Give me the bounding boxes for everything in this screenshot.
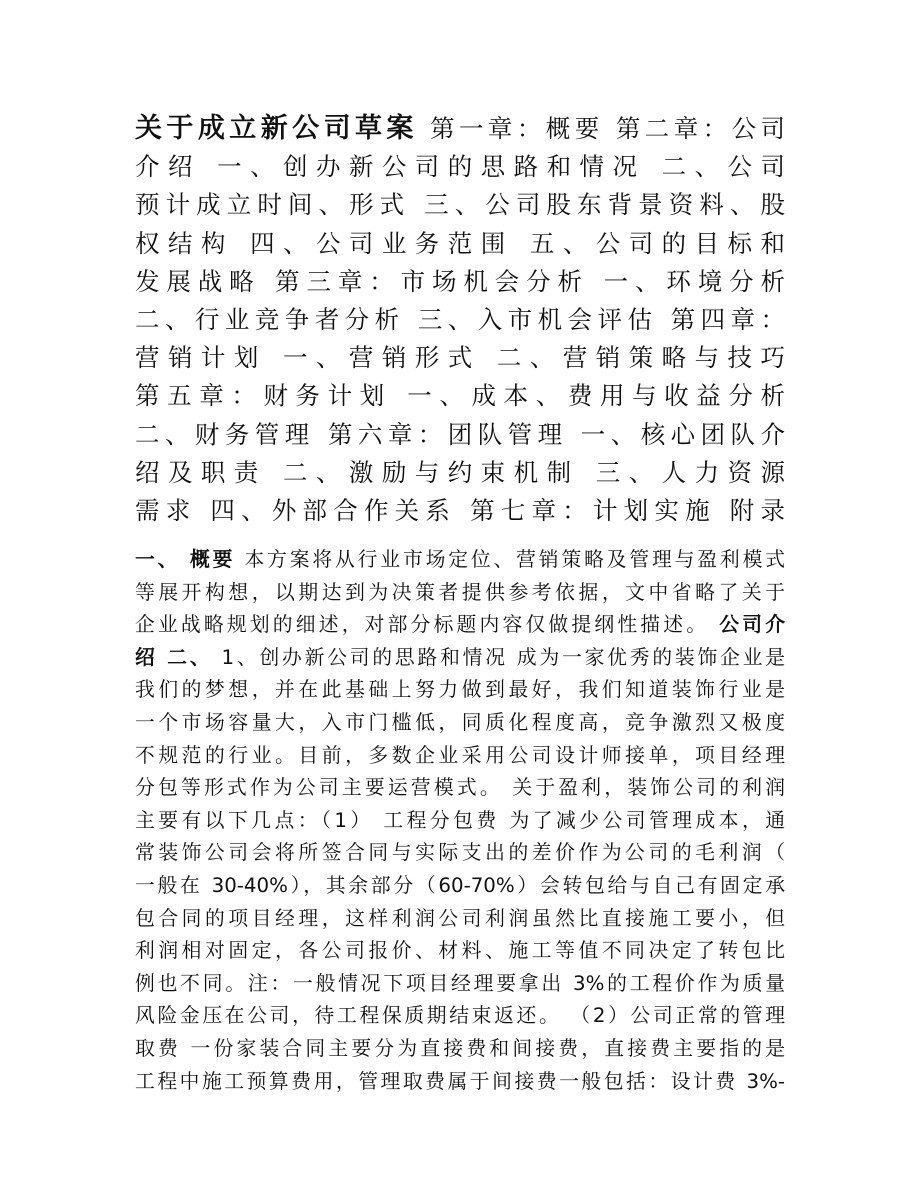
toc-line (135, 148, 785, 186)
body-text-run: 取费 一份家装合同主要分为直接费和间接费，直接费主要指的是 (135, 1036, 785, 1060)
toc-line (135, 263, 785, 301)
body-text-run: 一般在 30-40%），其余部分（60-70%）会转包给与自己有固定承 (135, 873, 785, 897)
toc-segment: 四、公司业务范围 (250, 228, 514, 258)
toc-segment: 需求 (135, 495, 197, 525)
body-line (135, 642, 785, 675)
body-text-run: 等展开构想，以期达到为决策者提供参考依据，文中省略了关于 (135, 580, 785, 604)
toc-line (135, 225, 785, 263)
toc-segment: 权结构 (135, 228, 234, 258)
body-line (135, 577, 785, 610)
toc-line (135, 454, 785, 492)
body-line (135, 1066, 785, 1099)
toc-line (135, 339, 785, 377)
body-text-run: 1、创办新公司的思路和情况 成为一家优秀的装饰企业是 (212, 645, 786, 669)
toc-segment: 二、公司 (661, 152, 785, 182)
toc-segment: 一、创办新公司的思路和情况 (217, 152, 646, 182)
toc-segment: 四、外部合作关系 第七章：计划实施 附录 (210, 495, 785, 525)
toc-segment: 一、核心团队介 (580, 419, 785, 449)
toc-segment: 介绍 (135, 152, 201, 182)
body-text-run: 例也不同。注：一般情况下项目经理要拿出 3%的工程价作为质量 (135, 971, 785, 995)
toc-line (135, 186, 785, 224)
body-line (135, 1000, 785, 1033)
toc-segment: 绍及职责 (135, 457, 267, 487)
section-heading: 公司介 (709, 613, 785, 637)
body-line (135, 707, 785, 740)
toc-line (135, 416, 785, 454)
toc-segment: 发展战略 第三章：市场机会分析 (135, 266, 589, 296)
body-text-run: 我们的梦想，并在此基础上努力做到最好，我们知道装饰行业是 (135, 678, 785, 702)
section-heading: 绍 二、 (135, 645, 213, 669)
body-line (135, 674, 785, 707)
body-line (135, 870, 785, 903)
toc-segment: 三、人力资源 (595, 457, 785, 487)
body-line (135, 740, 785, 773)
toc-segment: 二、财务管理 第六章：团队管理 (135, 419, 568, 449)
toc-segment: 二、激励与约束机制 (283, 457, 580, 487)
body-text-run: 风险金压在公司，待工程保质期结束返还。 （2）公司正常的管理 (135, 1004, 785, 1028)
section-heading: 一、 概要 (135, 548, 236, 571)
body-line (135, 544, 785, 577)
toc-segment: 一、成本、费用与收益分析 (407, 381, 786, 411)
toc-segment: 三、入市机会评估 第四章： (417, 304, 786, 334)
toc-segment: 一、环境分析 (603, 266, 785, 296)
body-text-run: 常装饰公司会将所签合同与实际支出的差价作为公司的毛利润（ (135, 841, 785, 865)
toc-segment: 预计成立时间、形式 (135, 190, 411, 220)
body-line (135, 968, 785, 1001)
body-text-run: 利润相对固定，各公司报价、材料、施工等值不同决定了转包比 (135, 939, 785, 963)
toc-segment: 一、营销形式 (283, 343, 481, 373)
body-text-run: 一个市场容量大，入市门槛低，同质化程度高，竞争激烈又极度 (135, 710, 785, 734)
document-title: 关于成立新公司草案 (135, 113, 418, 144)
toc-segment: 第一章：概要 第二章：公司 (430, 114, 785, 143)
toc-segment: 二、营销策略与技巧 (496, 343, 785, 373)
toc-line (135, 377, 785, 415)
toc-segment: 营销计划 (135, 343, 267, 373)
body-text-run: 分包等形式作为公司主要运营模式。 关于盈利，装饰公司的利润 (135, 776, 785, 800)
body-line (135, 837, 785, 870)
body-text-run: 主要有以下几点：（1） 工程分包费 为了减少公司管理成本，通 (135, 808, 785, 832)
toc-line (135, 301, 785, 339)
body-text-run: 工程中施工预算费用，管理取费属于间接费一般包括：设计费 3%- (135, 1069, 785, 1093)
body-line (135, 903, 785, 936)
toc-line (135, 110, 785, 148)
toc-segment: 第五章：财务计划 (135, 381, 392, 411)
table-of-contents (135, 110, 785, 530)
body-text-run: 本方案将从行业市场定位、营销策略及管理与盈利模式 (235, 548, 785, 571)
body-text (135, 544, 785, 1098)
toc-segment: 五、公司的目标和 (529, 228, 785, 258)
body-line (135, 1033, 785, 1066)
body-line (135, 772, 785, 805)
body-line (135, 935, 785, 968)
toc-line (135, 492, 785, 530)
body-text-run: 包合同的项目经理，这样利润公司利润虽然比直接施工要小，但 (135, 906, 785, 930)
toc-segment: 二、行业竞争者分析 (135, 304, 405, 334)
body-text-run: 企业战略规划的细述，对部分标题内容仅做提纲性描述。 (135, 613, 710, 637)
body-line (135, 609, 785, 642)
toc-segment: 三、公司股东背景资料、股 (424, 190, 786, 220)
body-line (135, 805, 785, 838)
body-text-run: 不规范的行业。目前，多数企业采用公司设计师接单，项目经理 (135, 743, 785, 767)
